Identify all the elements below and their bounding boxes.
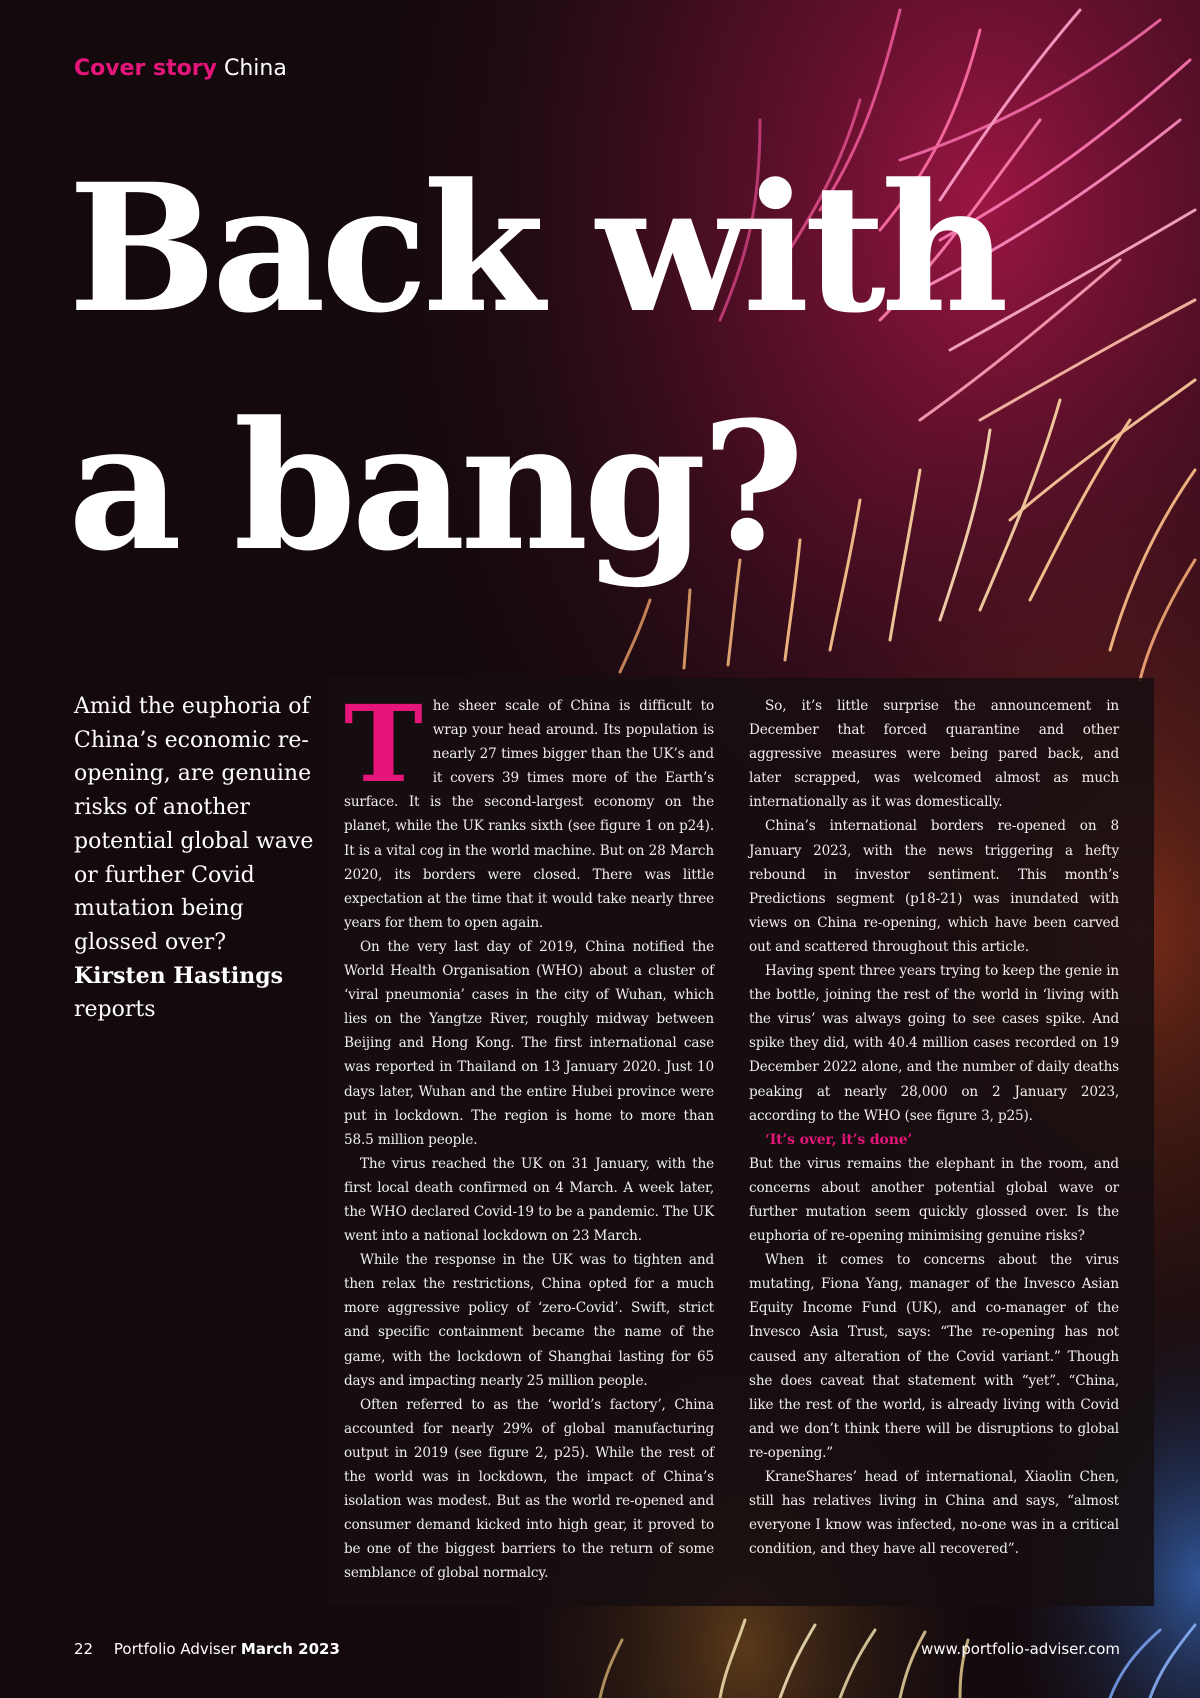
standfirst bbox=[74, 690, 324, 1027]
headline-line-2: a bang? bbox=[68, 383, 800, 590]
article-paragraph: But the virus remains the elephant in the room, and concerns about another potential global wave or further mutation seem quickly glossed over. Is the euphoria of re-opening minimising genuine risks? bbox=[749, 1155, 1119, 1245]
article-paragraph: KraneShares’ head of international, Xiaolin Chen, still has relatives living in China and says, “almost everyone I know was infected, no-one was in a critical condition, and they have all recovered”. bbox=[749, 1469, 1119, 1558]
page-footer-left bbox=[74, 1640, 340, 1658]
website-url[interactable]: www.portfolio-adviser.com bbox=[921, 1640, 1120, 1658]
article-paragraph: So, it’s little surprise the announcement in December that forced quarantine and other aggressive measures were being pared back, and later scrapped, was welcomed almost as much internationally as it was domestically. bbox=[749, 698, 1119, 811]
article-subheading: ‘It’s over, it’s done’ bbox=[765, 1131, 913, 1148]
article-paragraph: China’s international borders re-opened on 8 January 2023, with the news triggering a hefty rebound in investor sentiment. This month’s Predictions segment (p18-21) was inundated with views on China re-opening, which have been carved out and scattered throughout this article. bbox=[749, 818, 1119, 955]
article-paragraph: Having spent three years trying to keep the genie in the bottle, joining the rest of the world in ‘living with the virus’ was always going to see cases spike. And spike they did, with 40.4 million cases recorded on 19 December 2022 alone, and the number of daily deaths peaking at nearly 28,000 on 2 January 2023, according to the WHO (see figure 3, p25). bbox=[749, 963, 1119, 1124]
publication-name: Portfolio Adviser bbox=[113, 1640, 237, 1658]
article-paragraph: he sheer scale of China is difficult to wrap your head around. Its population is nearly 27 times bigger than the UK’s and it covers 39 times more of the Earth’s surface. It is the second-largest economy on the planet, while the UK ranks sixth (see figure 1 on p24). It is a vital cog in the world machine. But on 28 March 2020, its borders were closed. There was little expectation at the time that it would take nearly three years for them to open again. bbox=[344, 698, 714, 931]
headline-line-1: Back with bbox=[68, 145, 1004, 352]
headline bbox=[68, 130, 1004, 606]
article-paragraph: On the very last day of 2019, China notified the World Health Organisation (WHO) about a cluster of ‘viral pneumonia’ cases in the city of Wuhan, which lies on the Yangtze River, roughly midway between Beijing and Hong Kong. The first international case was reported in Thailand on 13 January 2020. Just 10 days later, Wuhan and the entire Hubei province were put in lockdown. The region is home to more than 58.5 million people. bbox=[344, 938, 714, 1148]
section-label: Cover story bbox=[74, 56, 217, 81]
issue-date: March 2023 bbox=[240, 1640, 340, 1658]
page-number: 22 bbox=[74, 1640, 94, 1658]
article-paragraph: The virus reached the UK on 31 January, with the first local death confirmed on 4 March. A week later, the WHO declared Covid-19 to be a pandemic. The UK went into a national lockdown on 23 March. bbox=[344, 1155, 714, 1245]
standfirst-suffix: reports bbox=[74, 997, 156, 1023]
article-paragraph: When it comes to concerns about the virus mutating, Fiona Yang, manager of the Invesco Asian Equity Income Fund (UK), and co-manager of the Invesco Asia Trust, says: “The re-opening has not caused any alteration of the Covid variant.” Though she does caveat that statement with “yet”. “China, like the rest of the world, is already living with Covid and we don’t think there will be disruptions to global re-opening.” bbox=[749, 1252, 1119, 1461]
article-column-1 bbox=[344, 681, 714, 1585]
standfirst-text: Amid the euphoria of China’s economic re-opening, are genuine risks of another potential global wave or further Covid mutation being glossed over? bbox=[74, 694, 314, 955]
drop-cap: T bbox=[344, 681, 423, 806]
author-name: Kirsten Hastings bbox=[74, 962, 283, 989]
section-kicker bbox=[74, 56, 287, 81]
article-column-2 bbox=[749, 694, 1119, 1561]
topic-label: China bbox=[223, 56, 287, 81]
article-paragraph: Often referred to as the ‘world’s factory’, China accounted for nearly 29% of global manufacturing output in 2019 (see figure 2, p25). While the rest of the world was in lockdown, the impact of China’s isolation was modest. But as the world re-opened and consumer demand kicked into high gear, it proved to be one of the biggest barriers to the return of some semblance of global normalcy. bbox=[344, 1396, 714, 1582]
article-paragraph: While the response in the UK was to tighten and then relax the restrictions, China opted for a much more aggressive policy of ‘zero-Covid’. Swift, strict and specific containment became the name of the game, with the lockdown of Shanghai lasting for 65 days and impacting nearly 25 million people. bbox=[344, 1252, 714, 1389]
